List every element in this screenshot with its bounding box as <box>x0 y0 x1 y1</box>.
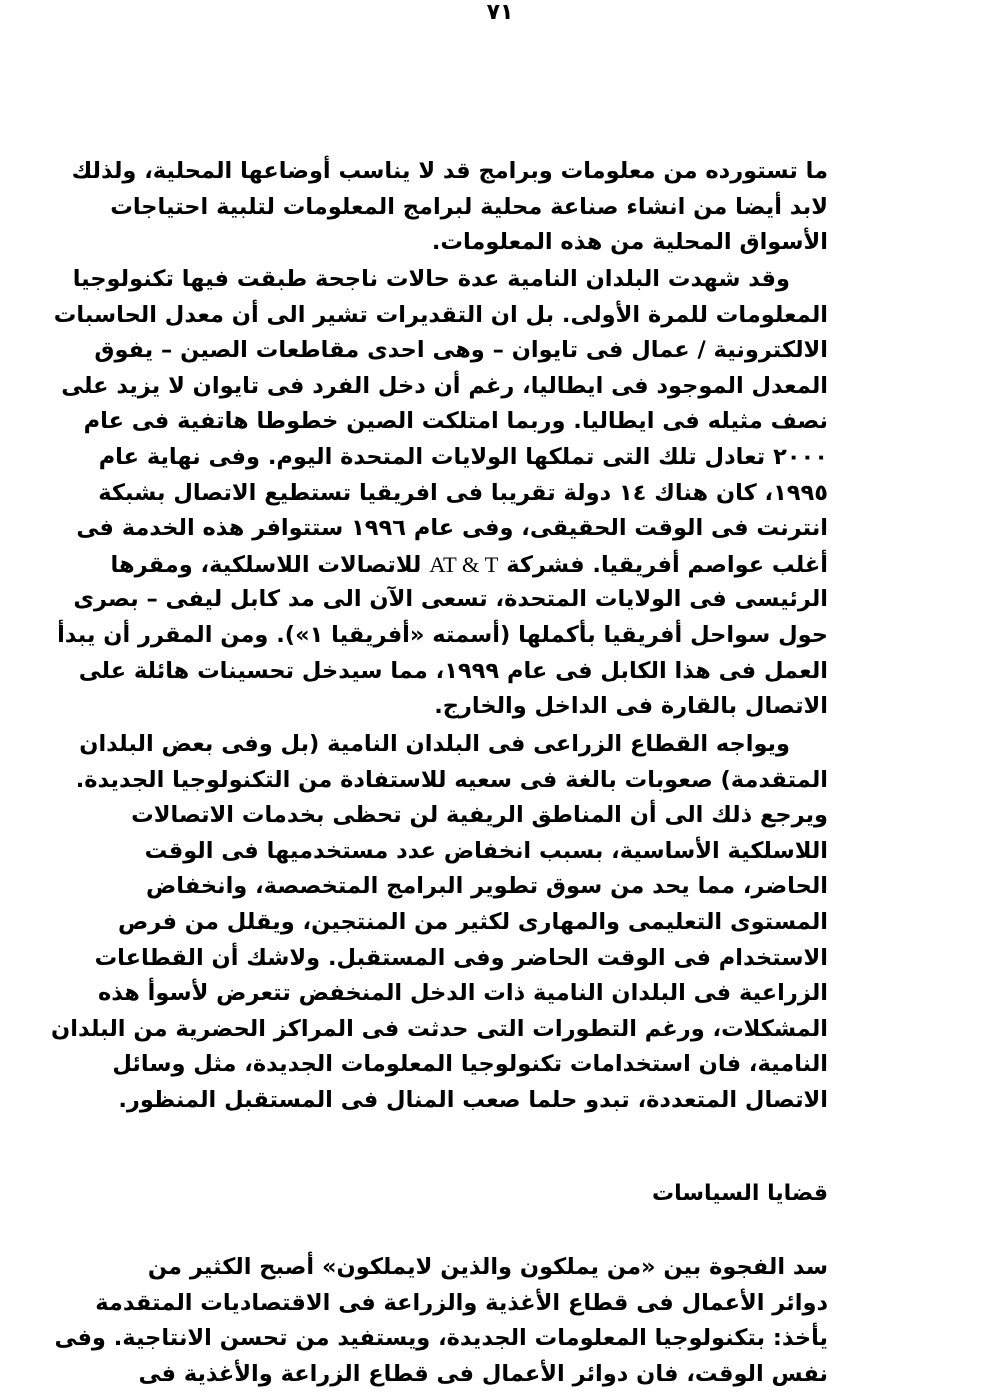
text-segment: أصبح الكثير من <box>147 1254 322 1280</box>
text-line: الاتصال بالقارة فى الداخل والخارج. <box>434 693 828 720</box>
text-line: ما تستورده من معلومات وبرامج قد لا يناسب أوضاعها المحلية، ولذلك <box>71 158 828 184</box>
text-line: اللاسلكية الأساسية، بسبب انخفاض عدد مستخدميها فى الوقت <box>144 837 828 864</box>
paragraph-developing-countries <box>53 262 828 725</box>
text-line: نصف مثيله فى ايطاليا. وربما امتلكت الصين خطوطا هاتفية فى عام <box>83 408 828 435</box>
text-line: الزراعية فى البلدان النامية ذات الدخل المنخفض تتعرض لأسوأ هذه <box>97 980 828 1007</box>
company-name: AT & T <box>429 551 499 577</box>
text-line: نفس الوقت، فان دوائر الأعمال فى قطاع الزراعة والأغذية فى <box>138 1360 828 1387</box>
text-line: الاتصال المتعددة، تبدو حلما صعب المنال فى المستقبل المنظور. <box>118 1086 828 1113</box>
text-line: الالكترونية / عمال فى تايوان – وهى احدى مقاطعات الصين – يفوق <box>94 337 828 364</box>
text-line: حول سواحل أفريقيا بأكملها (أسمته «أفريقيا ١»). ومن المقرر أن يبدأ <box>57 621 828 648</box>
text-line: الرئيسى فى الولايات المتحدة، تسعى الآن الى مد كابل ليفى – بصرى <box>73 586 828 613</box>
text-line: المستوى التعليمى والمهارى لكثير من المنتجين، ويقلل من فرص <box>117 908 828 935</box>
text-line: ويواجه القطاع الزراعى فى البلدان النامية (بل وفى بعض البلدان <box>79 731 790 757</box>
text-line: وقد شهدت البلدان النامية عدة حالات ناجحة طبقت فيها تكنولوجيا <box>72 266 790 292</box>
section-heading: قضايا السياسات <box>652 1181 828 1206</box>
text-line: ١٩٩٥، كان هناك ١٤ دولة تقريبا فى افريقيا تستطيع الاتصال بشبكة <box>98 479 828 506</box>
text-segment: للاتصالات اللاسلكية، ومقرها <box>110 551 430 578</box>
text-line: النامية، فان استخدامات تكنولوجيا المعلومات الجديدة، مثل وسائل <box>112 1051 828 1078</box>
text-line: المعدل الموجود فى ايطاليا، رغم أن دخل الفرد فى تايوان لا يزيد على <box>61 372 828 399</box>
text-line-company <box>110 547 828 583</box>
text-line: المتقدمة) صعوبات بالغة فى سعيه للاستفادة من التكنولوجيا الجديدة. <box>75 766 828 793</box>
paragraph-digital-divide <box>54 1250 828 1392</box>
paragraph-agriculture <box>51 727 828 1119</box>
text-line: الاستخدام فى الوقت الحاضر وفى المستقبل. ولاشك أن القطاعات <box>94 944 828 971</box>
text-line: الأسواق المحلية من هذه المعلومات. <box>431 229 828 256</box>
lead-phrase: سد الفجوة بين «من يملكون والذين لايملكون» <box>321 1254 828 1280</box>
text-line: لابد أيضا من انشاء صناعة محلية لبرامج المعلومات لتلبية احتياجات <box>110 193 828 220</box>
text-line: المشكلات، ورغم التطورات التى حدثت فى المراكز الحضرية من البلدان <box>51 1015 828 1042</box>
text-line: ٢٠٠٠ تعادل تلك التى تملكها الولايات المتحدة اليوم. وفى نهاية عام <box>98 443 828 470</box>
text-line: العمل فى هذا الكابل فى عام ١٩٩٩، مما سيدخل تحسينات هائلة على <box>78 657 828 684</box>
text-line: يأخذ: بتكنولوجيا المعلومات الجديدة، ويستفيد من تحسن الانتاجية. وفى <box>54 1325 828 1352</box>
text-line: انترنت فى الوقت الحقيقى، وفى عام ١٩٩٦ ستتوافر هذه الخدمة فى <box>76 515 828 542</box>
text-line-lead <box>147 1250 828 1286</box>
text-line: الحاضر، مما يحد من سوق تطوير البرامج المتخصصة، وانخفاض <box>146 873 828 900</box>
text-line: ويرجع ذلك الى أن المناطق الريفية لن تحظى بخدمات الاتصالات <box>131 802 828 829</box>
page-number: ٧١ <box>486 0 514 25</box>
text-segment: أغلب عواصم أفريقيا. فشركة <box>498 551 828 578</box>
text-line: المعلومات للمرة الأولى. بل ان التقديرات تشير الى أن معدل الحاسبات <box>53 301 828 328</box>
paragraph-continuation <box>71 154 828 261</box>
text-line: دوائر الأعمال فى قطاع الأغذية والزراعة فى الاقتصاديات المتقدمة <box>95 1289 828 1316</box>
